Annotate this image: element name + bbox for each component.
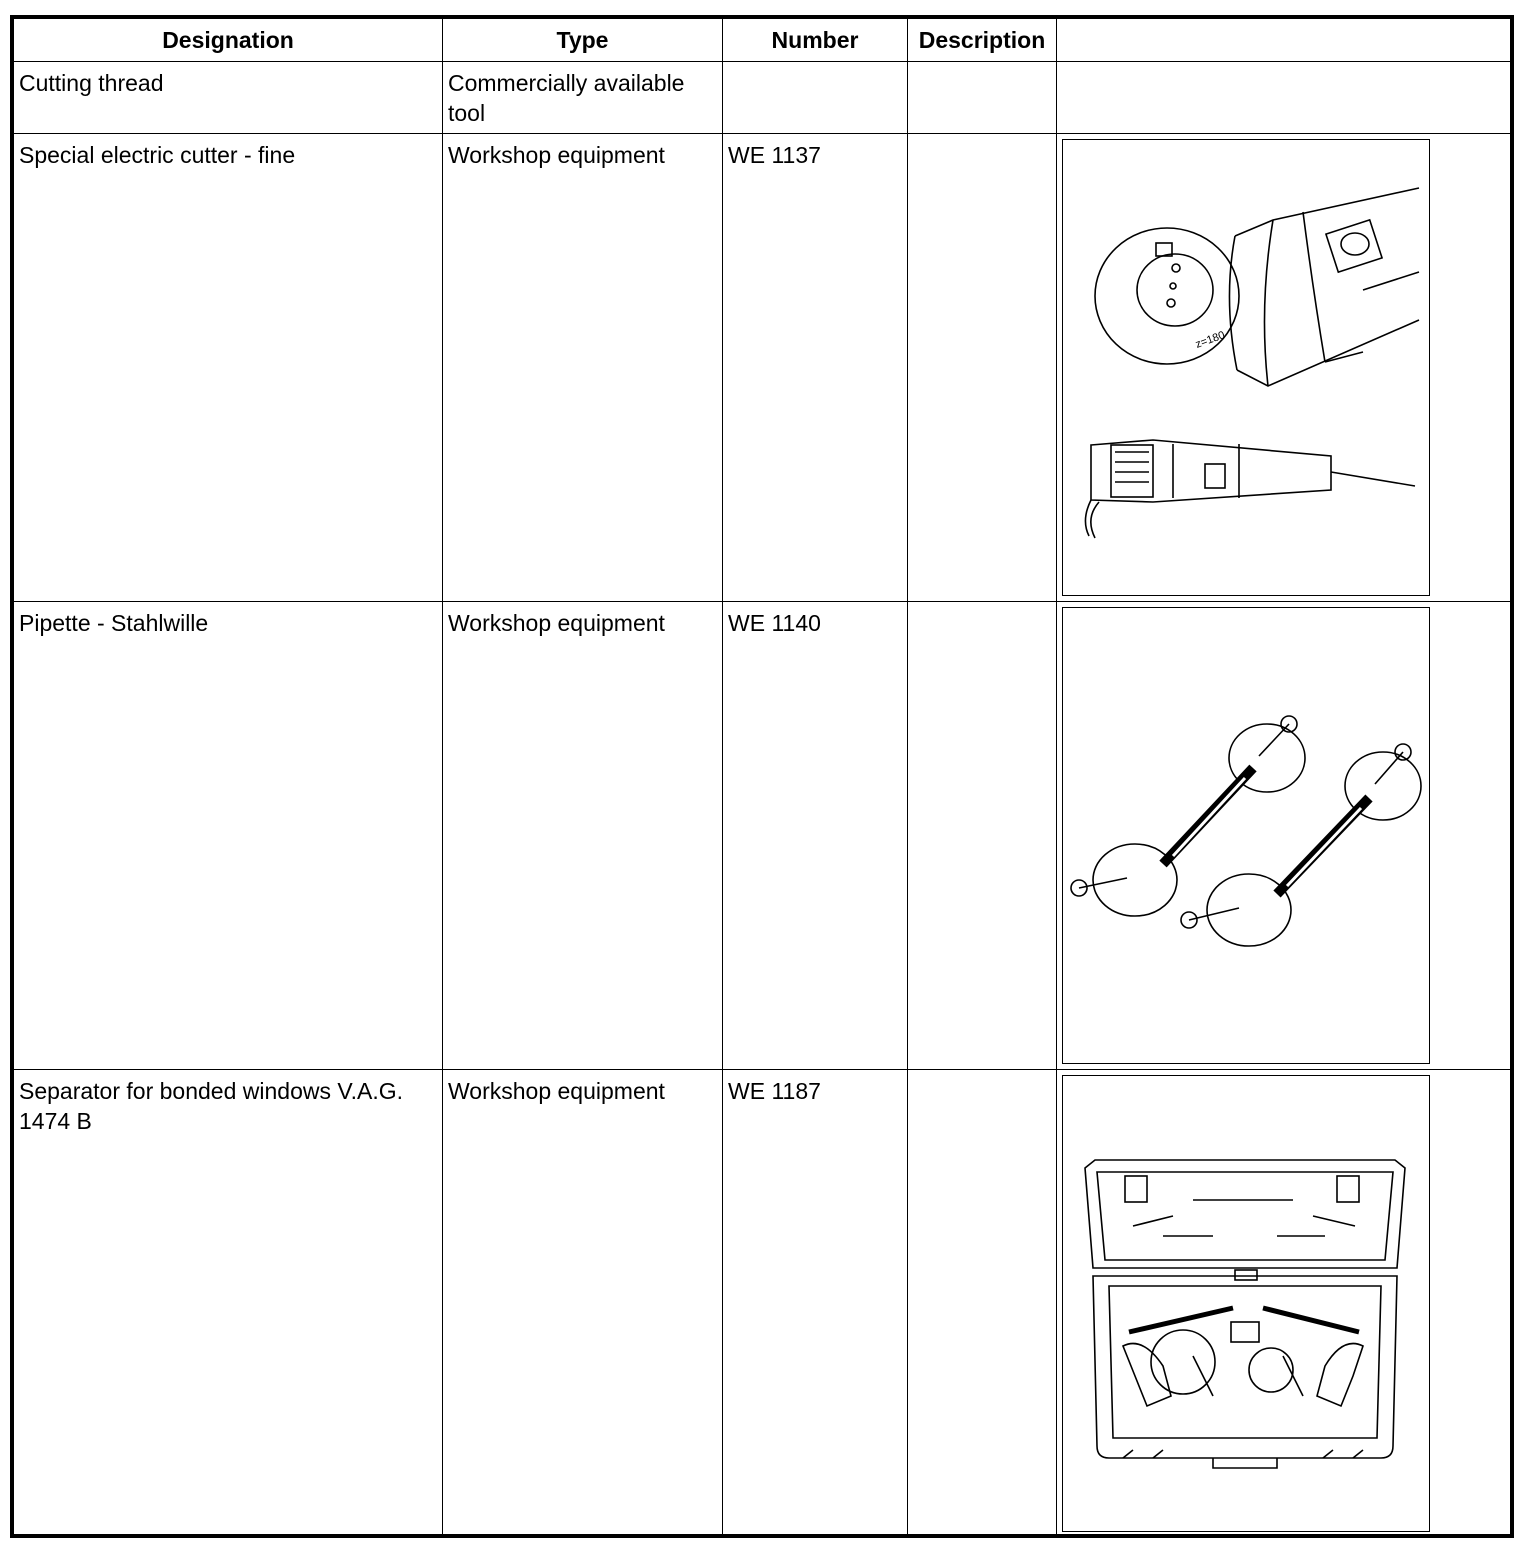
row2-type: Workshop equipment <box>448 142 665 168</box>
header-number: Number <box>771 26 859 53</box>
suction-lifter-illustration <box>1062 607 1430 1064</box>
row3-designation: Pipette - Stahlwille <box>19 610 209 636</box>
row4-description <box>908 1070 1056 1076</box>
header-type: Type <box>556 26 609 53</box>
row4-number: WE 1187 <box>728 1078 821 1104</box>
row4-type: Workshop equipment <box>448 1078 665 1104</box>
row1-number <box>723 62 907 68</box>
header-designation: Designation <box>162 26 294 53</box>
separator-case-illustration <box>1062 1075 1430 1532</box>
tools-table <box>10 15 1514 1538</box>
row3-type: Workshop equipment <box>448 610 665 636</box>
row3-description <box>908 602 1056 608</box>
row1-type: Commercially available tool <box>448 70 685 126</box>
row2-designation: Special electric cutter - fine <box>19 142 296 168</box>
row2-description <box>908 134 1056 140</box>
column-divider <box>442 19 443 1534</box>
row2-number: WE 1137 <box>728 142 821 168</box>
header-image <box>1057 19 1510 61</box>
column-divider <box>907 19 908 1534</box>
row4-designation: Separator for bonded windows V.A.G. 1474 B <box>19 1078 403 1134</box>
row3-number: WE 1140 <box>728 610 821 636</box>
electric-cutter-illustration <box>1062 139 1430 596</box>
row1-description <box>908 62 1056 68</box>
column-divider <box>1056 19 1057 1534</box>
header-description: Description <box>918 26 1046 53</box>
row1-designation: Cutting thread <box>19 70 164 96</box>
blade-marking: z=180 <box>1193 329 1227 351</box>
column-divider <box>722 19 723 1534</box>
